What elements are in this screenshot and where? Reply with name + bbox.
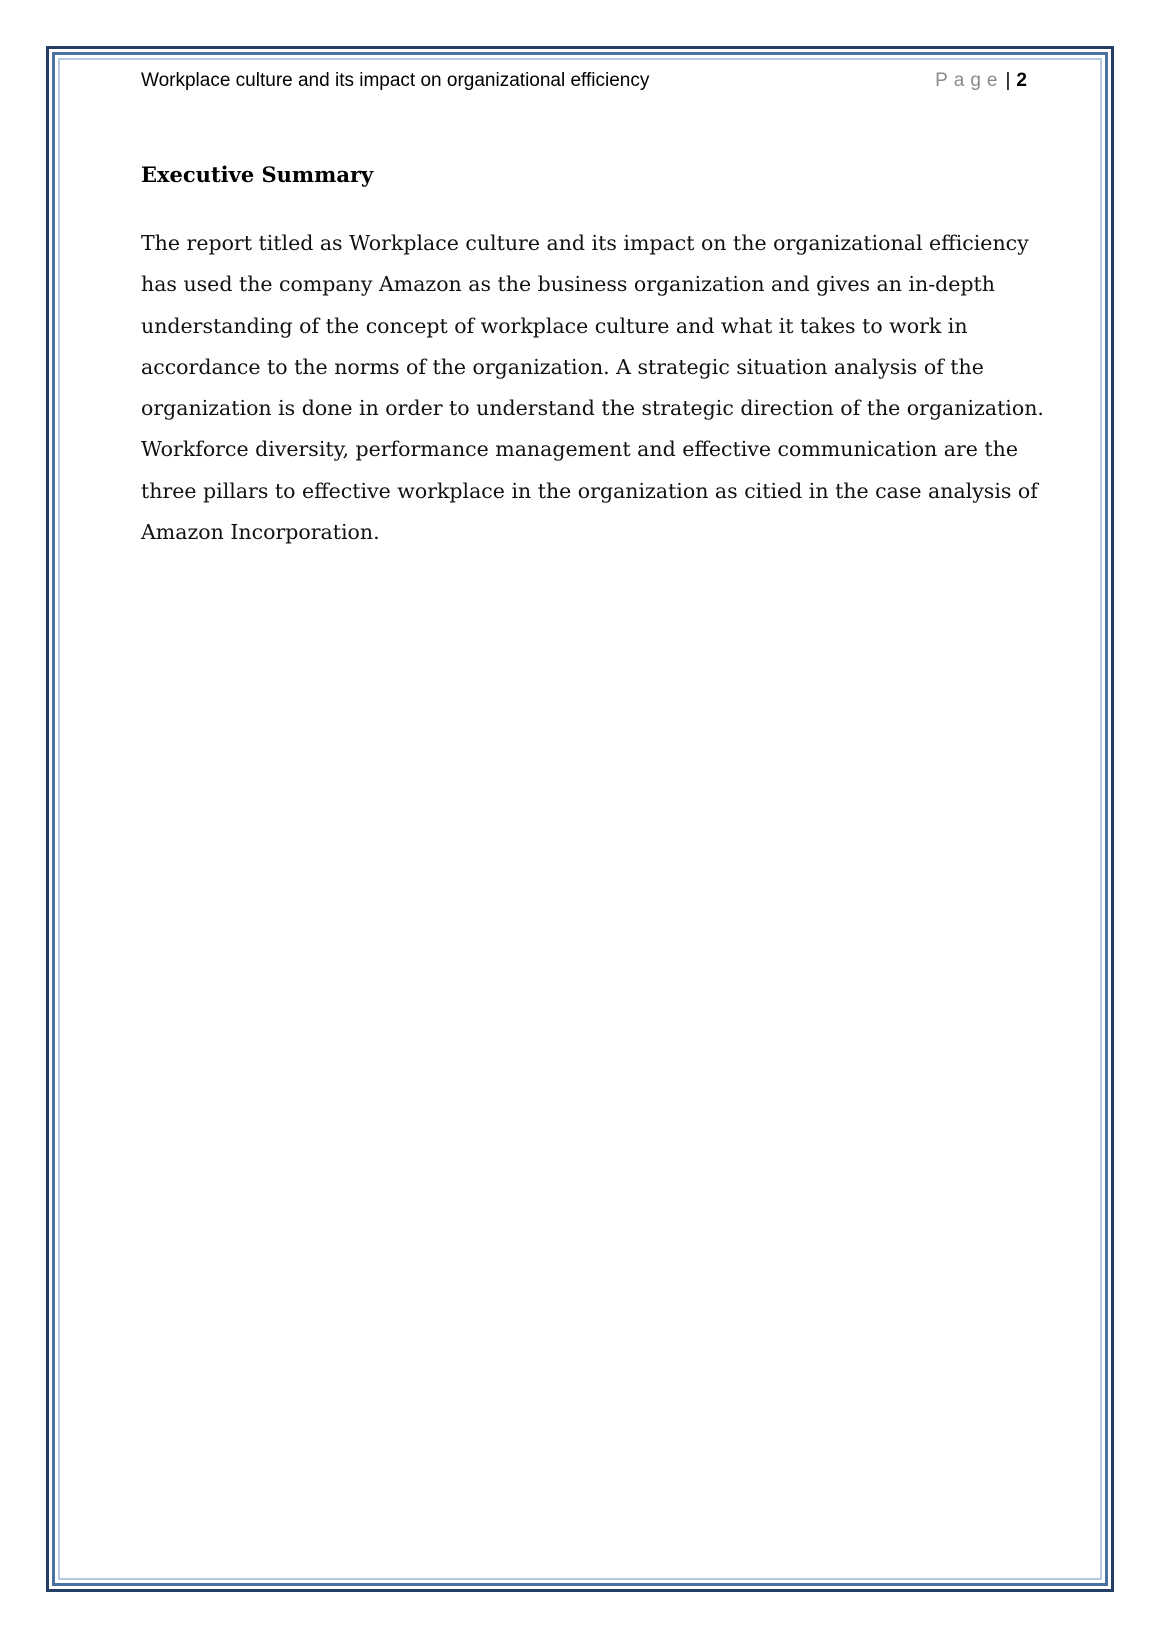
- summary-paragraph: [141, 223, 1044, 553]
- page-number: 2: [1016, 70, 1027, 91]
- paragraph-line: has used the company Amazon as the business organization and gives an in-depth: [141, 272, 995, 297]
- page-separator: |: [1005, 70, 1011, 91]
- paragraph-line: understanding of the concept of workplace culture and what it takes to work in: [141, 313, 968, 338]
- page-header: [141, 68, 1027, 98]
- paragraph-line: accordance to the norms of the organization. A strategic situation analysis of the: [141, 354, 984, 379]
- paragraph-line: three pillars to effective workplace in the organization as citied in the case analysis of: [141, 478, 1038, 503]
- header-page-number: [935, 70, 1027, 92]
- page-label: Page: [935, 70, 1004, 91]
- paragraph-line: organization is done in order to understand the strategic direction of the organization.: [141, 396, 1044, 421]
- header-title: Workplace culture and its impact on organizational efficiency: [141, 70, 650, 91]
- paragraph-line: Amazon Incorporation.: [141, 520, 380, 545]
- paragraph-line: The report titled as Workplace culture and its impact on the organizational efficiency: [141, 231, 1029, 255]
- section-heading: Executive Summary: [141, 162, 374, 187]
- paragraph-line: Workforce diversity, performance management and effective communication are the: [141, 437, 1019, 462]
